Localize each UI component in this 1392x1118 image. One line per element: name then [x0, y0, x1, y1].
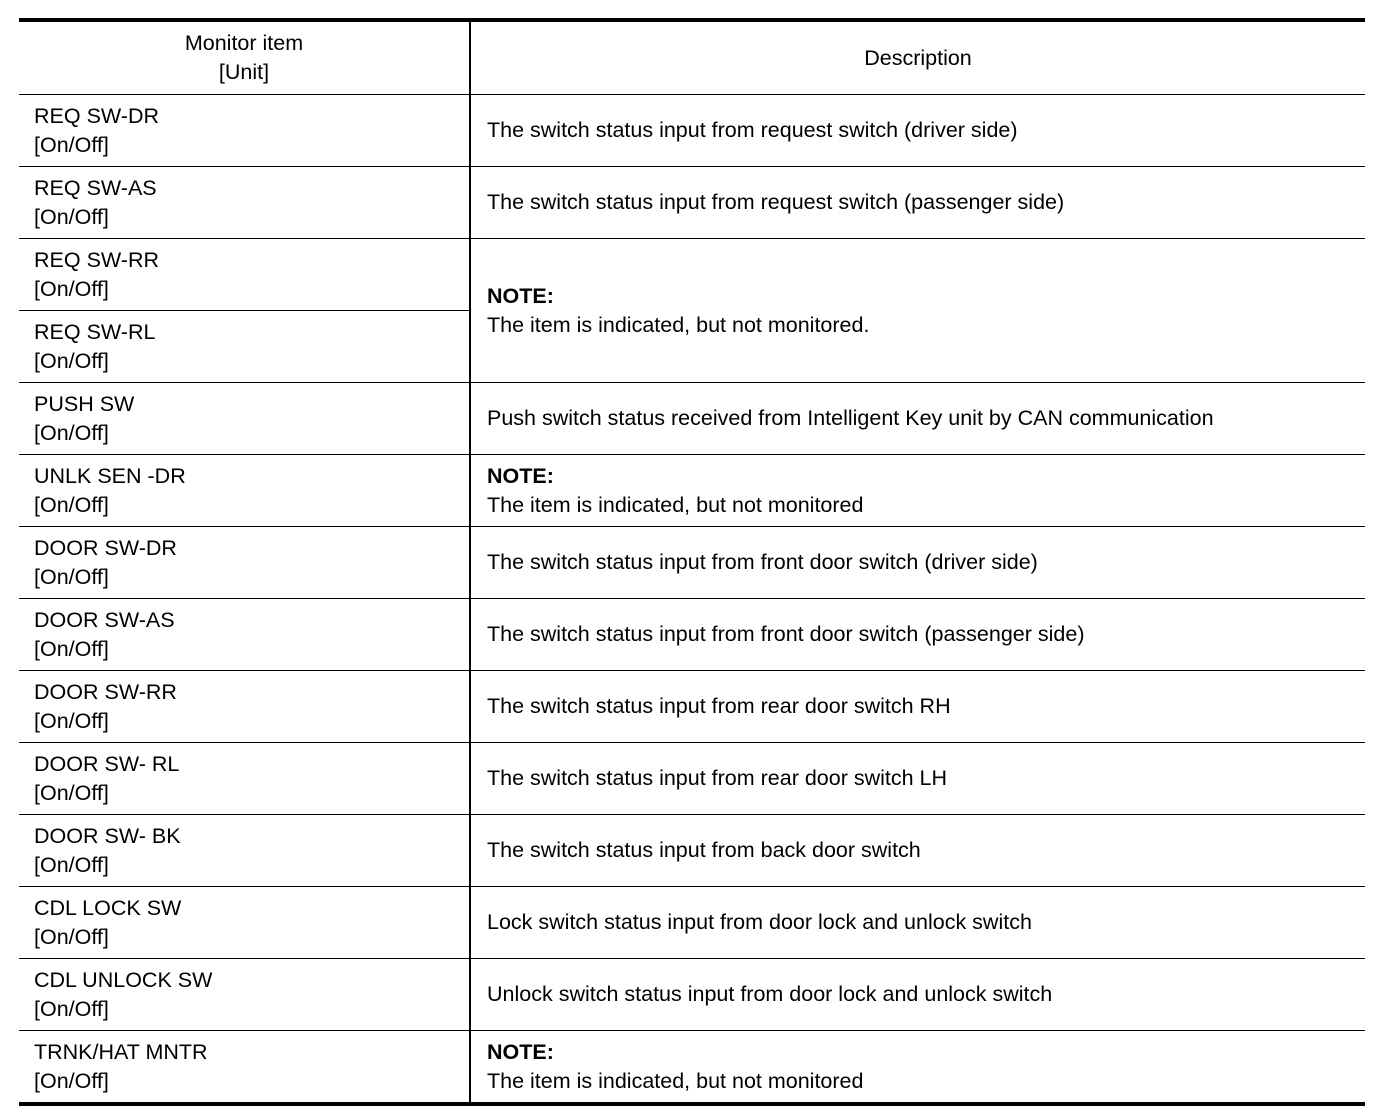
- description-cell: The switch status input from rear door switch LH: [470, 743, 1365, 815]
- note-text: The item is indicated, but not monitored: [487, 1068, 864, 1093]
- table-row: [19, 527, 1365, 599]
- monitor-item-unit: [On/Off]: [34, 564, 109, 589]
- table-row: [19, 887, 1365, 959]
- description-cell: The switch status input from front door switch (passenger side): [470, 599, 1365, 671]
- description-cell: Push switch status received from Intelligent Key unit by CAN communication: [470, 383, 1365, 455]
- description-cell: The switch status input from back door switch: [470, 815, 1365, 887]
- note-label: NOTE:: [487, 1039, 554, 1064]
- monitor-item-name: CDL UNLOCK SW: [34, 967, 213, 992]
- monitor-item-unit: [On/Off]: [34, 492, 109, 517]
- description-cell: Lock switch status input from door lock and unlock switch: [470, 887, 1365, 959]
- monitor-item-unit: [On/Off]: [34, 708, 109, 733]
- table-header: [19, 20, 1365, 95]
- monitor-item-name: REQ SW-DR: [34, 103, 160, 128]
- table-row: [19, 1031, 1365, 1105]
- monitor-item-unit: [On/Off]: [34, 276, 109, 301]
- monitor-item-unit: [On/Off]: [34, 780, 109, 805]
- monitor-item-name: DOOR SW-RR: [34, 679, 177, 704]
- monitor-item-table: [19, 18, 1365, 1106]
- note-label: NOTE:: [487, 463, 554, 488]
- monitor-item-name: CDL LOCK SW: [34, 895, 182, 920]
- header-monitor-item-label: Monitor item: [184, 31, 304, 55]
- description-cell-note: [470, 239, 1365, 383]
- monitor-item-name: REQ SW-RR: [34, 247, 160, 272]
- monitor-item-unit: [On/Off]: [34, 348, 109, 373]
- monitor-item-cell: [19, 743, 470, 815]
- header-monitor-item: [19, 20, 470, 95]
- monitor-item-cell: [19, 527, 470, 599]
- monitor-item-name: DOOR SW- RL: [34, 751, 180, 776]
- monitor-item-unit: [On/Off]: [34, 852, 109, 877]
- monitor-item-cell: [19, 1031, 470, 1105]
- monitor-item-cell: [19, 959, 470, 1031]
- monitor-item-unit: [On/Off]: [34, 1068, 109, 1093]
- monitor-item-cell: [19, 671, 470, 743]
- monitor-item-cell: [19, 599, 470, 671]
- monitor-item-cell: [19, 383, 470, 455]
- monitor-item-cell: [19, 95, 470, 167]
- table-row: [19, 455, 1365, 527]
- table-row: [19, 599, 1365, 671]
- header-row: [19, 20, 1365, 95]
- monitor-item-name: UNLK SEN -DR: [34, 463, 186, 488]
- monitor-item-unit: [On/Off]: [34, 420, 109, 445]
- monitor-item-unit: [On/Off]: [34, 636, 109, 661]
- note-text: The item is indicated, but not monitored.: [487, 312, 870, 337]
- table-row: [19, 95, 1365, 167]
- table-body: [19, 95, 1365, 1105]
- monitor-item-cell: [19, 455, 470, 527]
- table-row: [19, 959, 1365, 1031]
- table-row: [19, 743, 1365, 815]
- header-unit-label: [Unit]: [218, 60, 270, 84]
- monitor-item-cell: [19, 887, 470, 959]
- monitor-item-cell: [19, 815, 470, 887]
- monitor-item-name: DOOR SW-AS: [34, 607, 175, 632]
- description-cell: The switch status input from front door switch (driver side): [470, 527, 1365, 599]
- header-description: Description: [470, 20, 1365, 95]
- monitor-item-cell: [19, 167, 470, 239]
- monitor-item-unit: [On/Off]: [34, 924, 109, 949]
- table-row: [19, 671, 1365, 743]
- monitor-item-cell: [19, 239, 470, 311]
- monitor-item-unit: [On/Off]: [34, 132, 109, 157]
- table-row: [19, 167, 1365, 239]
- monitor-item-unit: [On/Off]: [34, 996, 109, 1021]
- description-cell: The switch status input from request switch (driver side): [470, 95, 1365, 167]
- monitor-item-name: PUSH SW: [34, 391, 135, 416]
- description-cell: The switch status input from rear door switch RH: [470, 671, 1365, 743]
- monitor-item-unit: [On/Off]: [34, 204, 109, 229]
- description-cell-note: [470, 455, 1365, 527]
- table-row: [19, 383, 1365, 455]
- description-cell: Unlock switch status input from door lock and unlock switch: [470, 959, 1365, 1031]
- monitor-item-name: REQ SW-AS: [34, 175, 157, 200]
- table-row: [19, 239, 1365, 311]
- note-text: The item is indicated, but not monitored: [487, 492, 864, 517]
- monitor-item-cell: [19, 311, 470, 383]
- note-label: NOTE:: [487, 283, 554, 308]
- monitor-item-name: REQ SW-RL: [34, 319, 156, 344]
- description-cell-note: [470, 1031, 1365, 1105]
- table-row: [19, 815, 1365, 887]
- monitor-item-name: TRNK/HAT MNTR: [34, 1039, 208, 1064]
- monitor-item-name: DOOR SW- BK: [34, 823, 181, 848]
- monitor-item-name: DOOR SW-DR: [34, 535, 177, 560]
- description-cell: The switch status input from request switch (passenger side): [470, 167, 1365, 239]
